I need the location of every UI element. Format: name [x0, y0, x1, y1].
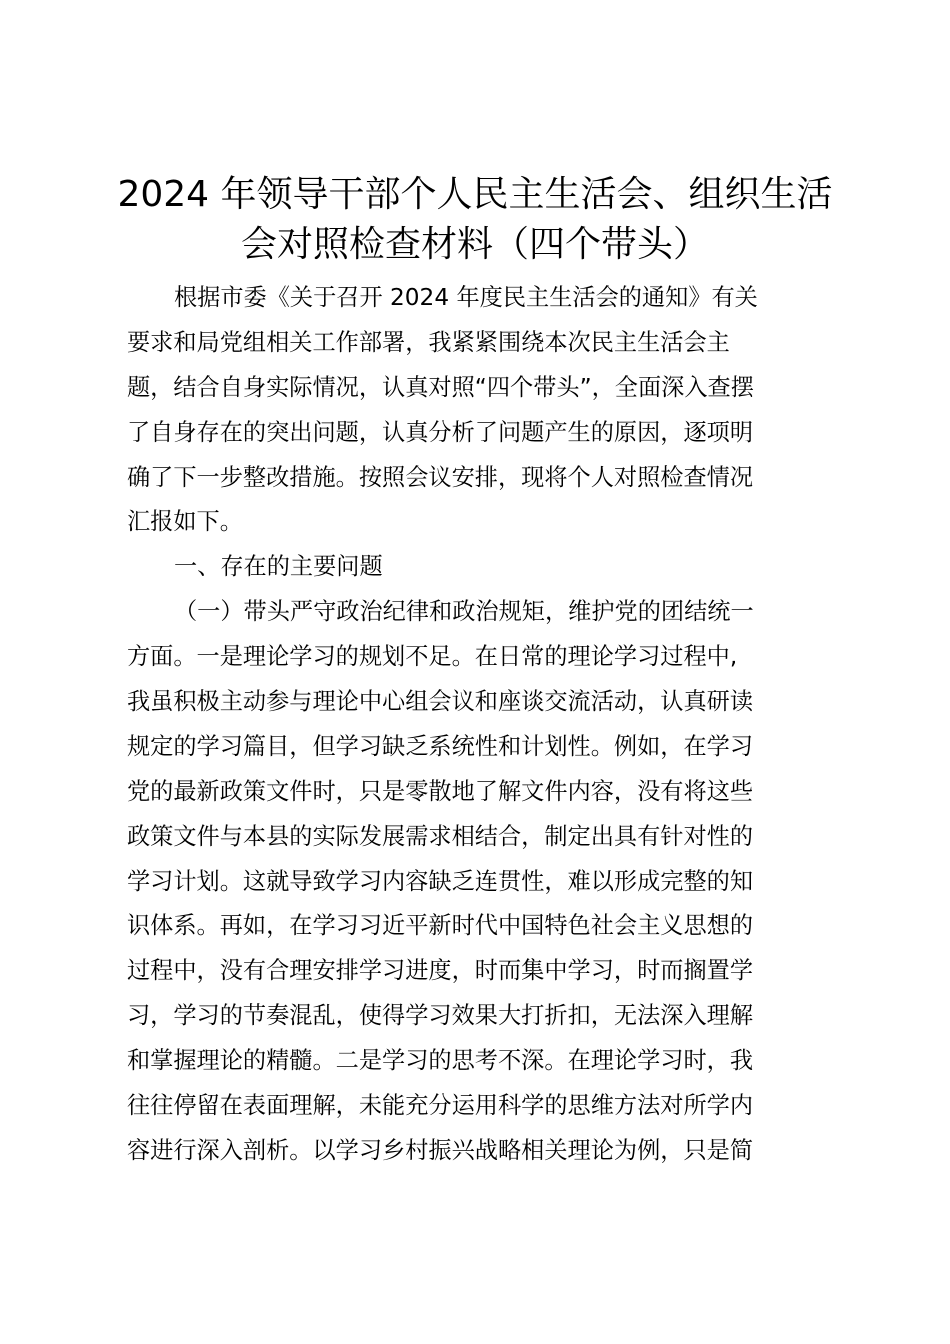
paragraph-line: 题，结合自身实际情况，认真对照“四个带头”，全面深入查摆 — [127, 373, 754, 401]
paragraph-line: 政策文件与本县的实际发展需求相结合，制定出具有针对性的 — [127, 822, 754, 850]
paragraph-line: 和掌握理论的精髓。二是学习的思考不深。在理论学习时，我 — [127, 1047, 754, 1075]
paragraph-line: 汇报如下。 — [127, 508, 243, 536]
document-title — [100, 170, 850, 270]
paragraph-line: 过程中，没有合理安排学习进度，时而集中学习，时而搁置学 — [127, 957, 754, 985]
paragraph-line: 往往停留在表面理解，未能充分运用科学的思维方法对所学内 — [127, 1092, 754, 1120]
paragraph-line: （一）带头严守政治纪律和政治规矩，维护党的团结统一 — [174, 598, 754, 626]
paragraph-line: 要求和局党组相关工作部署，我紧紧围绕本次民主生活会主 — [127, 328, 730, 356]
paragraph-line: 学习计划。这就导致学习内容缺乏连贯性，难以形成完整的知 — [127, 867, 754, 895]
paragraph-line: 习，学习的节奏混乱，使得学习效果大打折扣，无法深入理解 — [127, 1002, 754, 1030]
paragraph-line: 方面。一是理论学习的规划不足。在日常的理论学习过程中, — [127, 643, 738, 671]
paragraph-line: 党的最新政策文件时，只是零散地了解文件内容，没有将这些 — [127, 777, 754, 805]
document-body — [127, 276, 827, 1174]
paragraph-line: 规定的学习篇目，但学习缺乏系统性和计划性。例如，在学习 — [127, 732, 754, 760]
paragraph-line: 识体系。再如，在学习习近平新时代中国特色社会主义思想的 — [127, 912, 754, 940]
section-heading: 一、存在的主要问题 — [174, 553, 383, 581]
title-line-1: 2024 年领导干部个人民主生活会、组织生活 — [117, 174, 833, 215]
paragraph-line: 我虽积极主动参与理论中心组会议和座谈交流活动，认真研读 — [127, 688, 754, 716]
paragraph-line: 容进行深入剖析。以学习乡村振兴战略相关理论为例，只是简 — [127, 1136, 754, 1164]
paragraph-line: 根据市委《关于召开 2024 年度民主生活会的通知》有关 — [174, 284, 758, 311]
paragraph-line: 确了下一步整改措施。按照会议安排，现将个人对照检查情况 — [127, 463, 754, 491]
title-line-2: 会对照检查材料（四个带头） — [240, 224, 709, 265]
paragraph-line: 了自身存在的突出问题，认真分析了问题产生的原因，逐项明 — [127, 418, 754, 446]
